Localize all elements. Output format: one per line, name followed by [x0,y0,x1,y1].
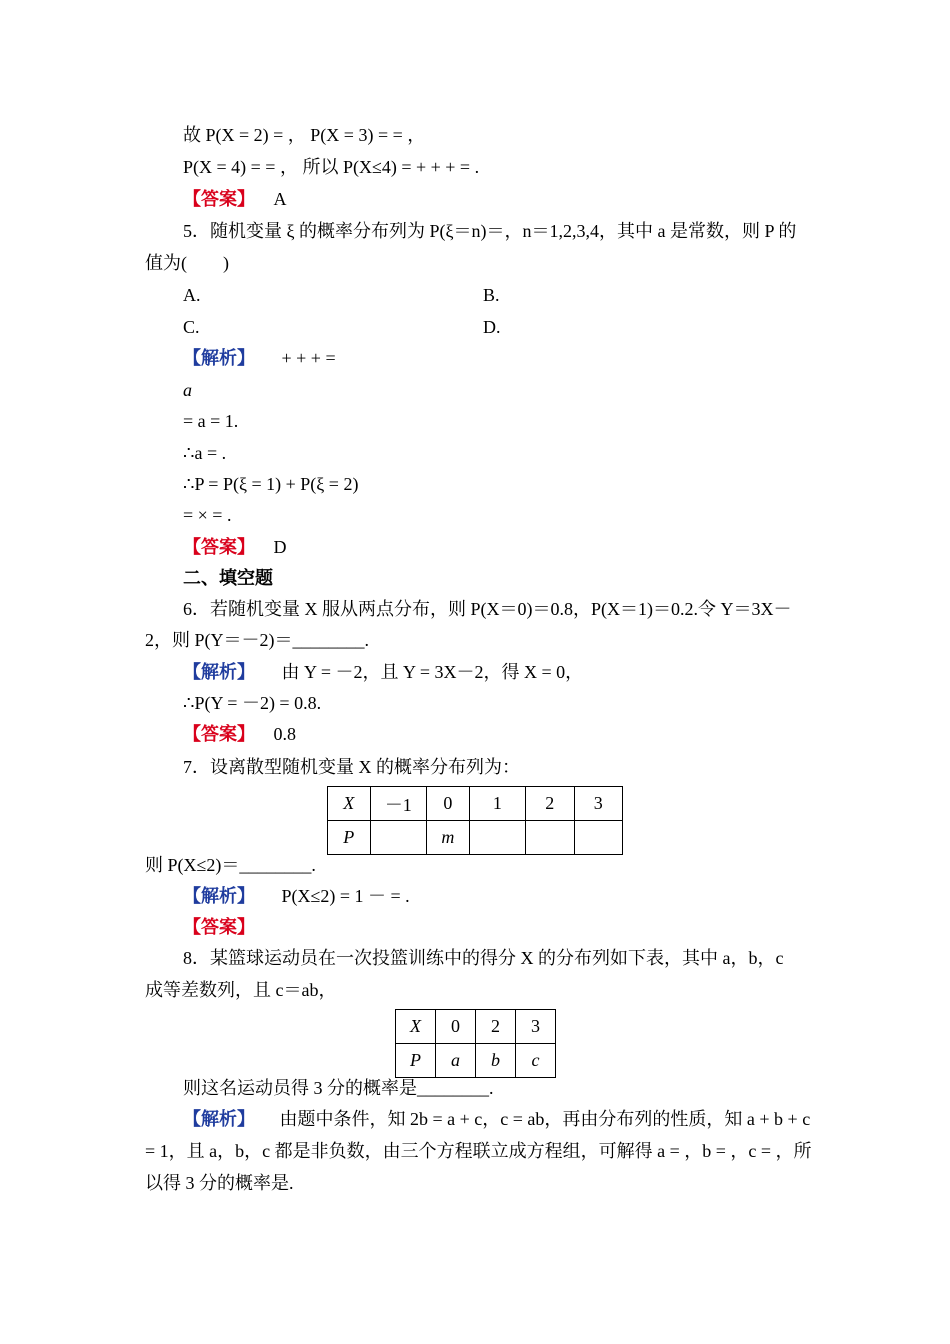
section-title: 二、填空题 [183,568,273,588]
analysis-line [183,1107,810,1131]
table-cell: 3 [515,1010,555,1044]
answer-value: 0.8 [273,724,296,744]
answer-line [183,187,287,211]
question-8-blank: 则这名运动员得 3 分的概率是________. [183,1078,494,1098]
distribution-table-q8 [395,1009,556,1078]
distribution-table-q7 [327,786,623,855]
option-d: D. [483,317,501,337]
solution-line: ∴P = P(ξ = 1) + P(ξ = 2) [183,474,359,494]
table-cell [370,821,426,855]
cell-text: X [410,1016,422,1036]
table-cell [574,821,623,855]
table-cell: 2 [476,1010,516,1044]
table-cell [328,787,371,821]
answer-label: 【答案】 [183,537,255,557]
answer-value: D [273,537,287,557]
table-cell: 0 [436,1010,476,1044]
question-6-stem-cont: 2，则 P(Y＝－2)＝________. [145,630,369,650]
cell-text: P [410,1050,422,1070]
solution-line: 故 P(X = 2) = ， P(X = 3) = = ， [183,125,426,145]
option-a: A. [183,285,201,305]
analysis-text: 由 Y = －2，且 Y = 3X－2，得 X = 0， [281,662,584,682]
analysis-text: + + + = [281,348,336,368]
table-cell [476,1044,516,1078]
cell-text: P [343,827,355,847]
table-cell: 2 [526,787,574,821]
table-cell: －1 [370,787,426,821]
solution-line: ∴a = . [183,443,227,463]
cell-text: b [491,1050,500,1070]
table-row [328,821,623,855]
table-cell [515,1044,555,1078]
question-7-stem: 7．设离散型随机变量 X 的概率分布列为： [183,757,520,777]
option-c: C. [183,317,200,337]
solution-line: ∴P(Y = －2) = 0.8. [183,693,322,713]
analysis-label: 【解析】 [183,348,255,368]
answer-value: A [273,189,287,209]
analysis-label: 【解析】 [183,886,255,906]
table-cell [469,821,525,855]
table-row [396,1044,556,1078]
solution-line: = × = . [183,505,232,525]
table-cell [396,1010,436,1044]
analysis-line [183,346,336,370]
cell-text: c [531,1050,540,1070]
table-cell [328,821,371,855]
solution-line: 以得 3 分的概率是. [145,1173,294,1193]
analysis-label: 【解析】 [183,662,255,682]
option-b: B. [483,285,500,305]
table-cell: 1 [469,787,525,821]
question-5-stem: 5．随机变量 ξ 的概率分布列为 P(ξ＝n)＝，n＝1,2,3,4，其中 a 是常数，则 P 的 [183,221,797,241]
analysis-label: 【解析】 [183,1109,255,1129]
table-cell [526,821,574,855]
table-cell [396,1044,436,1078]
cell-text: a [451,1050,461,1070]
question-6-stem: 6．若随机变量 X 服从两点分布，则 P(X＝0)＝0.8，P(X＝1)＝0.2.令 Y＝3X－ [183,599,792,619]
question-8-stem-cont: 成等差数列，且 c＝ab， [145,980,337,1000]
question-5-stem-cont: 值为( ) [145,253,229,273]
solution-line: = 1，且 a，b，c 都是非负数，由三个方程联立成方程组，可解得 a = ，b = ，c = ，所 [145,1141,812,1161]
analysis-line [183,884,410,908]
cell-text: X [343,793,355,813]
analysis-text: 由题中条件，知 2b = a + c，c = ab，再由分布列的性质，知 a + b + c [279,1109,811,1129]
answer-label: 【答案】 [183,189,255,209]
solution-line [183,378,192,402]
table-row [396,1010,556,1044]
answer-line [183,535,287,559]
answer-label: 【答案】 [183,724,255,744]
answer-label: 【答案】 [183,917,255,937]
answer-line [183,915,255,939]
table-cell [436,1044,476,1078]
question-8-stem: 8．某篮球运动员在一次投篮训练中的得分 X 的分布列如下表，其中 a，b，c [183,948,784,968]
question-7-blank: 则 P(X≤2)＝________. [145,855,316,875]
table-row [328,787,623,821]
variable-a: a [183,380,192,400]
cell-text: m [441,827,455,847]
table-cell: 0 [427,787,470,821]
analysis-line [183,660,583,684]
solution-line: = a = 1. [183,411,239,431]
analysis-text: P(X≤2) = 1 － = . [281,886,410,906]
table-cell [427,821,470,855]
answer-line [183,722,296,746]
solution-line: P(X = 4) = = ， 所以 P(X≤4) = + + + = . [183,157,480,177]
table-cell: 3 [574,787,623,821]
